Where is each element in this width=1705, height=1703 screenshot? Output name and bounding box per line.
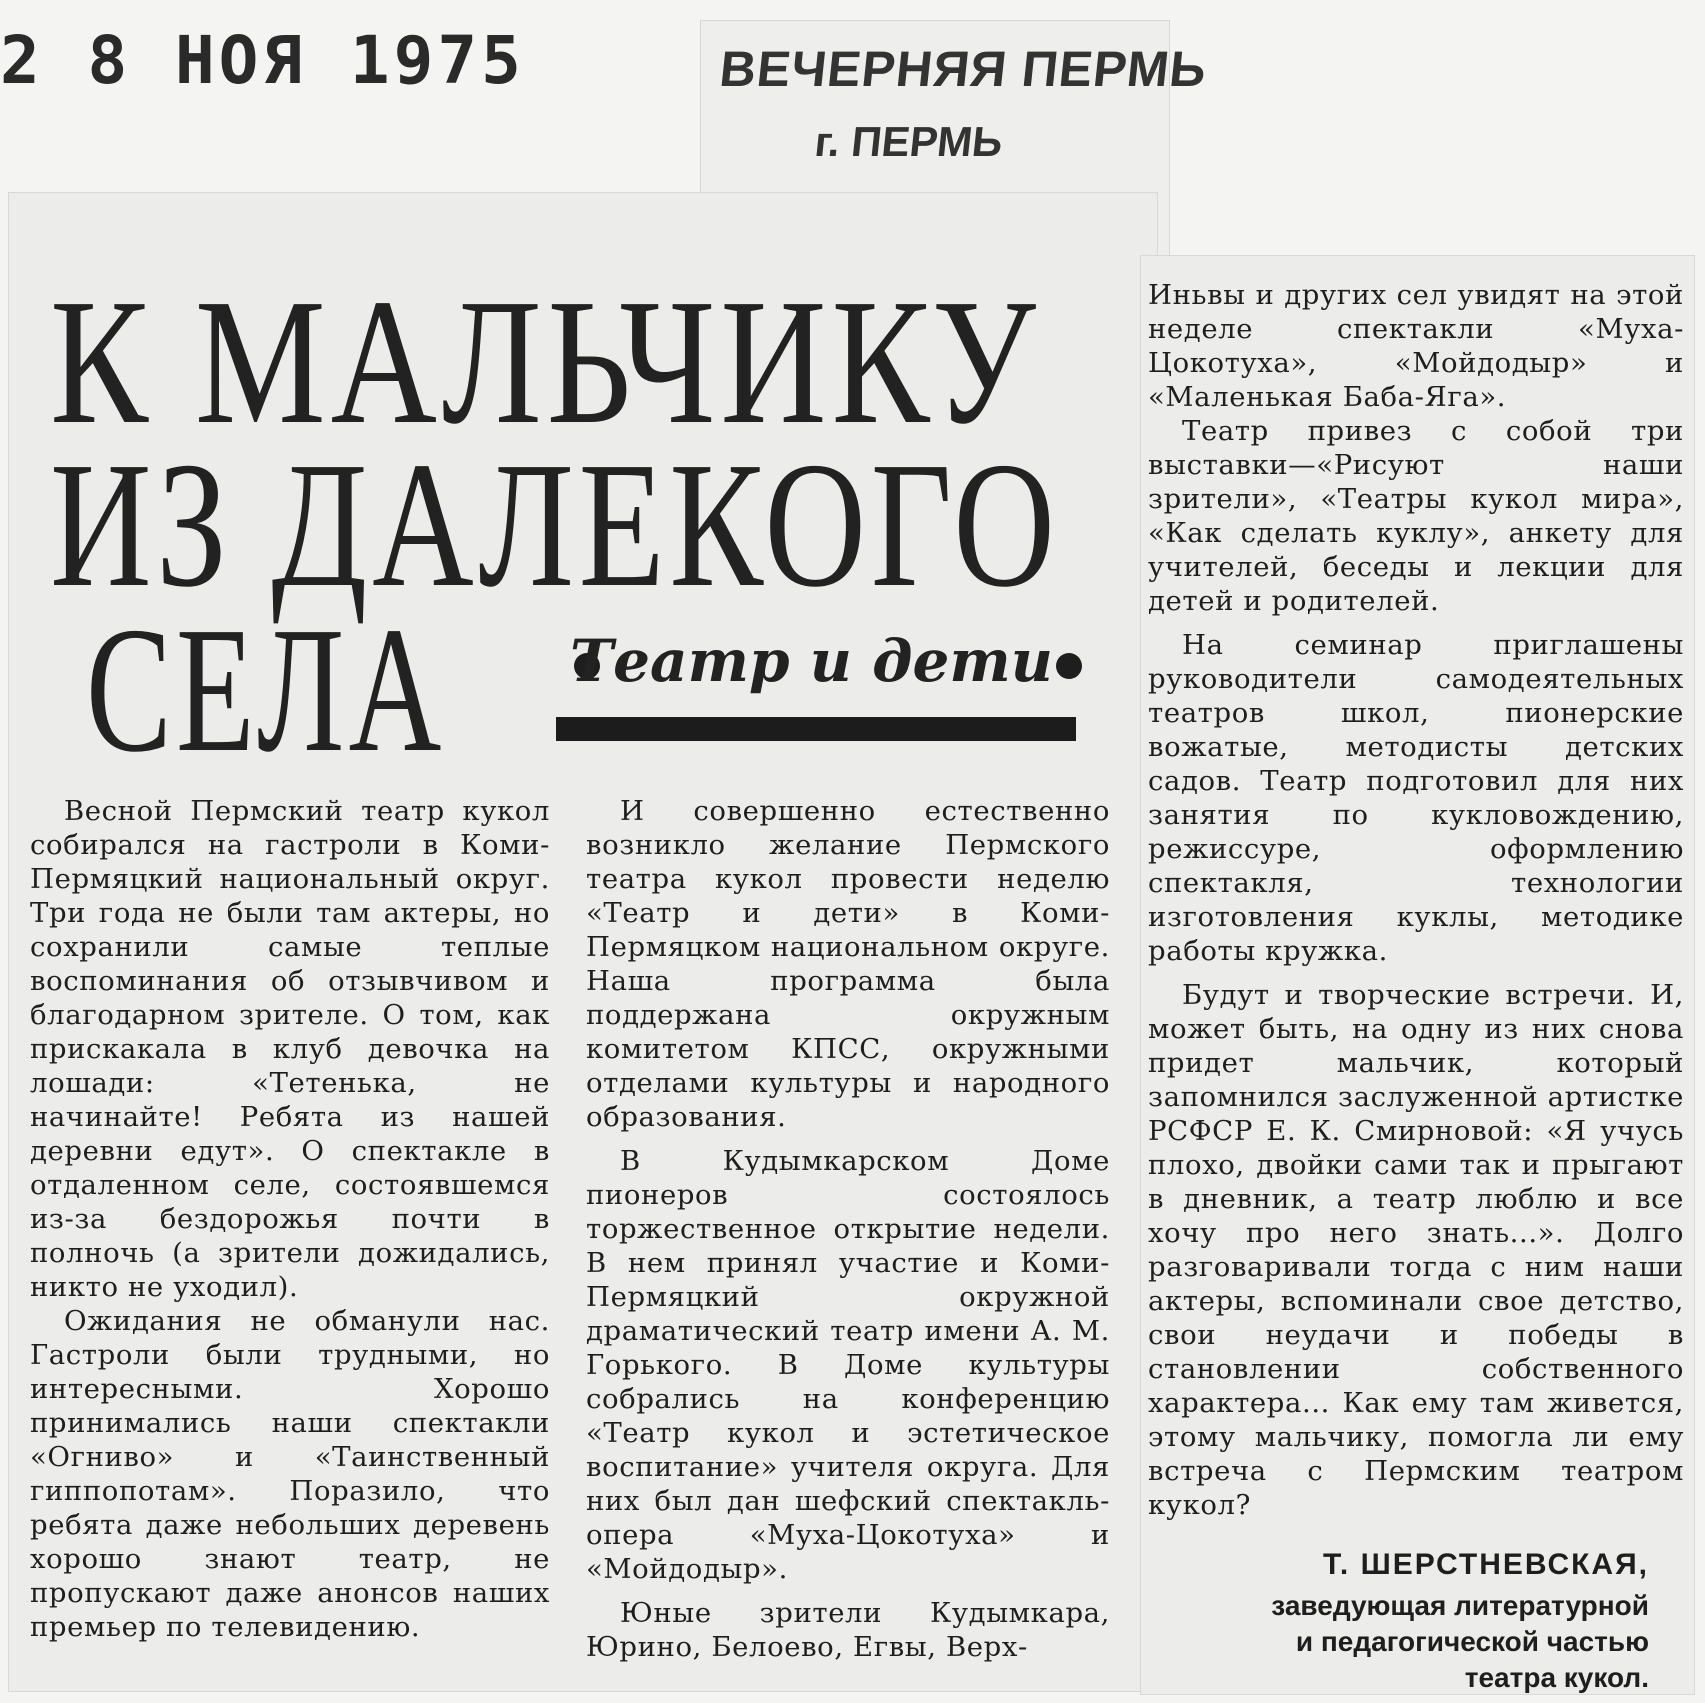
rubric-rule [556,717,1076,741]
article-column-1 [30,794,550,1644]
paragraph: Будут и творческие встречи. И, может быть, на одну из них снова придет мальчик, который запомнился заслуженной артистке РСФСР Е. К. Смирновой: «Я учусь плохо, двойки сами так и прыгают в дневник, а театр люблю и все хочу про него знать...». Долго разговаривали тогда с ним наши актеры, вспоминали свое детство, свои неудачи и победы в становлении собственного характера... Как ему там живется, этому мальчику, помогла ли ему встреча с Пермским театром кукол? [1148,979,1684,1521]
paragraph: На семинар приглашены руководители самодеятельных театров школ, пионерские вожатые, методисты детских садов. Театр подготовил для них занятия по кукловождению, режиссуре, оформлению спектакля, технологии изготовления куклы, методике работы кружка. [1148,629,1684,967]
author-role [1271,1588,1649,1696]
date-stamp: 2 8 НОЯ 1975 [0,22,525,99]
paragraph: И совершенно естественно возникло желание Пермского театра кукол провести неделю «Театр и дети» в Коми-Пермяцком национальном округе. Наша программа была поддержана окружным комитетом КПСС, окружными отделами культуры и народного образования. [586,795,1110,1133]
rubric-bullet-right [1056,653,1082,679]
paragraph: Весной Пермский театр кукол собирался на гастроли в Коми-Пермяцкий национальный округ. Три года не были там актеры, но сохранили самые теплые воспоминания об отзывчивом и благодарном зрителе. О том, как прискакала в клуб девочка на лошади: «Тетенька, не начинайте! Ребята из нашей деревни едут». О спектакле в отдаленном селе, состоявшемся из-за бездорожья почти в полночь (а зрители дожидались, никто не уходил). [30,795,550,1303]
headline-line-2: ИЗ ДАЛЕКОГО [50,425,1060,624]
paragraph: В Кудымкарском Доме пионеров состоялось торжественное открытие недели. В нем принял участие и Коми-Пермяцкий окружной драматический театр имени А. М. Горького. В Доме культуры собрались на конференцию «Театр кукол и эстетическое воспитание» учителя округа. Для них был дан шефский спектакль-опера «Муха-Цокотуха» и «Мойдодыр». [586,1145,1110,1585]
author-signature [1271,1548,1649,1696]
author-role-line: заведующая литературной [1271,1590,1649,1621]
rubric-title: Театр и дети [570,627,1053,695]
headline-line-1: К МАЛЬЧИКУ [50,262,1041,461]
article-column-3 [1148,278,1684,1522]
author-role-line: и педагогической частью [1295,1626,1649,1657]
author-name: Т. ШЕРСТНЕВСКАЯ, [1322,1548,1649,1581]
paragraph: Ожидания не обманули нас. Гастроли были трудными, но интересными. Хорошо принимались наши спектакли «Огниво» и «Таинственный гиппопотам». Поразило, что ребята даже небольших деревень хорошо знают театр, не пропускают даже анонсов наших премьер по телевидению. [30,1305,550,1643]
headline-line-3: СЕЛА [86,590,446,789]
author-role-line: театра кукол. [1464,1662,1649,1693]
paragraph: Юные зрители Кудымкара, Юрино, Белоево, Егвы, Верх- [586,1597,1110,1663]
paragraph: Иньвы и других сел увидят на этой неделе спектакли «Муха-Цокотуха», «Мойдодыр» и «Маленькая Баба-Яга». [1148,279,1684,413]
city-stamp: г. ПЕРМЬ [812,118,1005,165]
newspaper-stamp: ВЕЧЕРНЯЯ ПЕРМЬ [717,41,1210,97]
paragraph: Театр привез с собой три выставки—«Рисуют наши зрители», «Театры кукол мира», «Как сделать куклу», анкету для учителей, беседы и лекции для детей и родителей. [1148,415,1684,617]
article-column-2 [586,794,1110,1664]
